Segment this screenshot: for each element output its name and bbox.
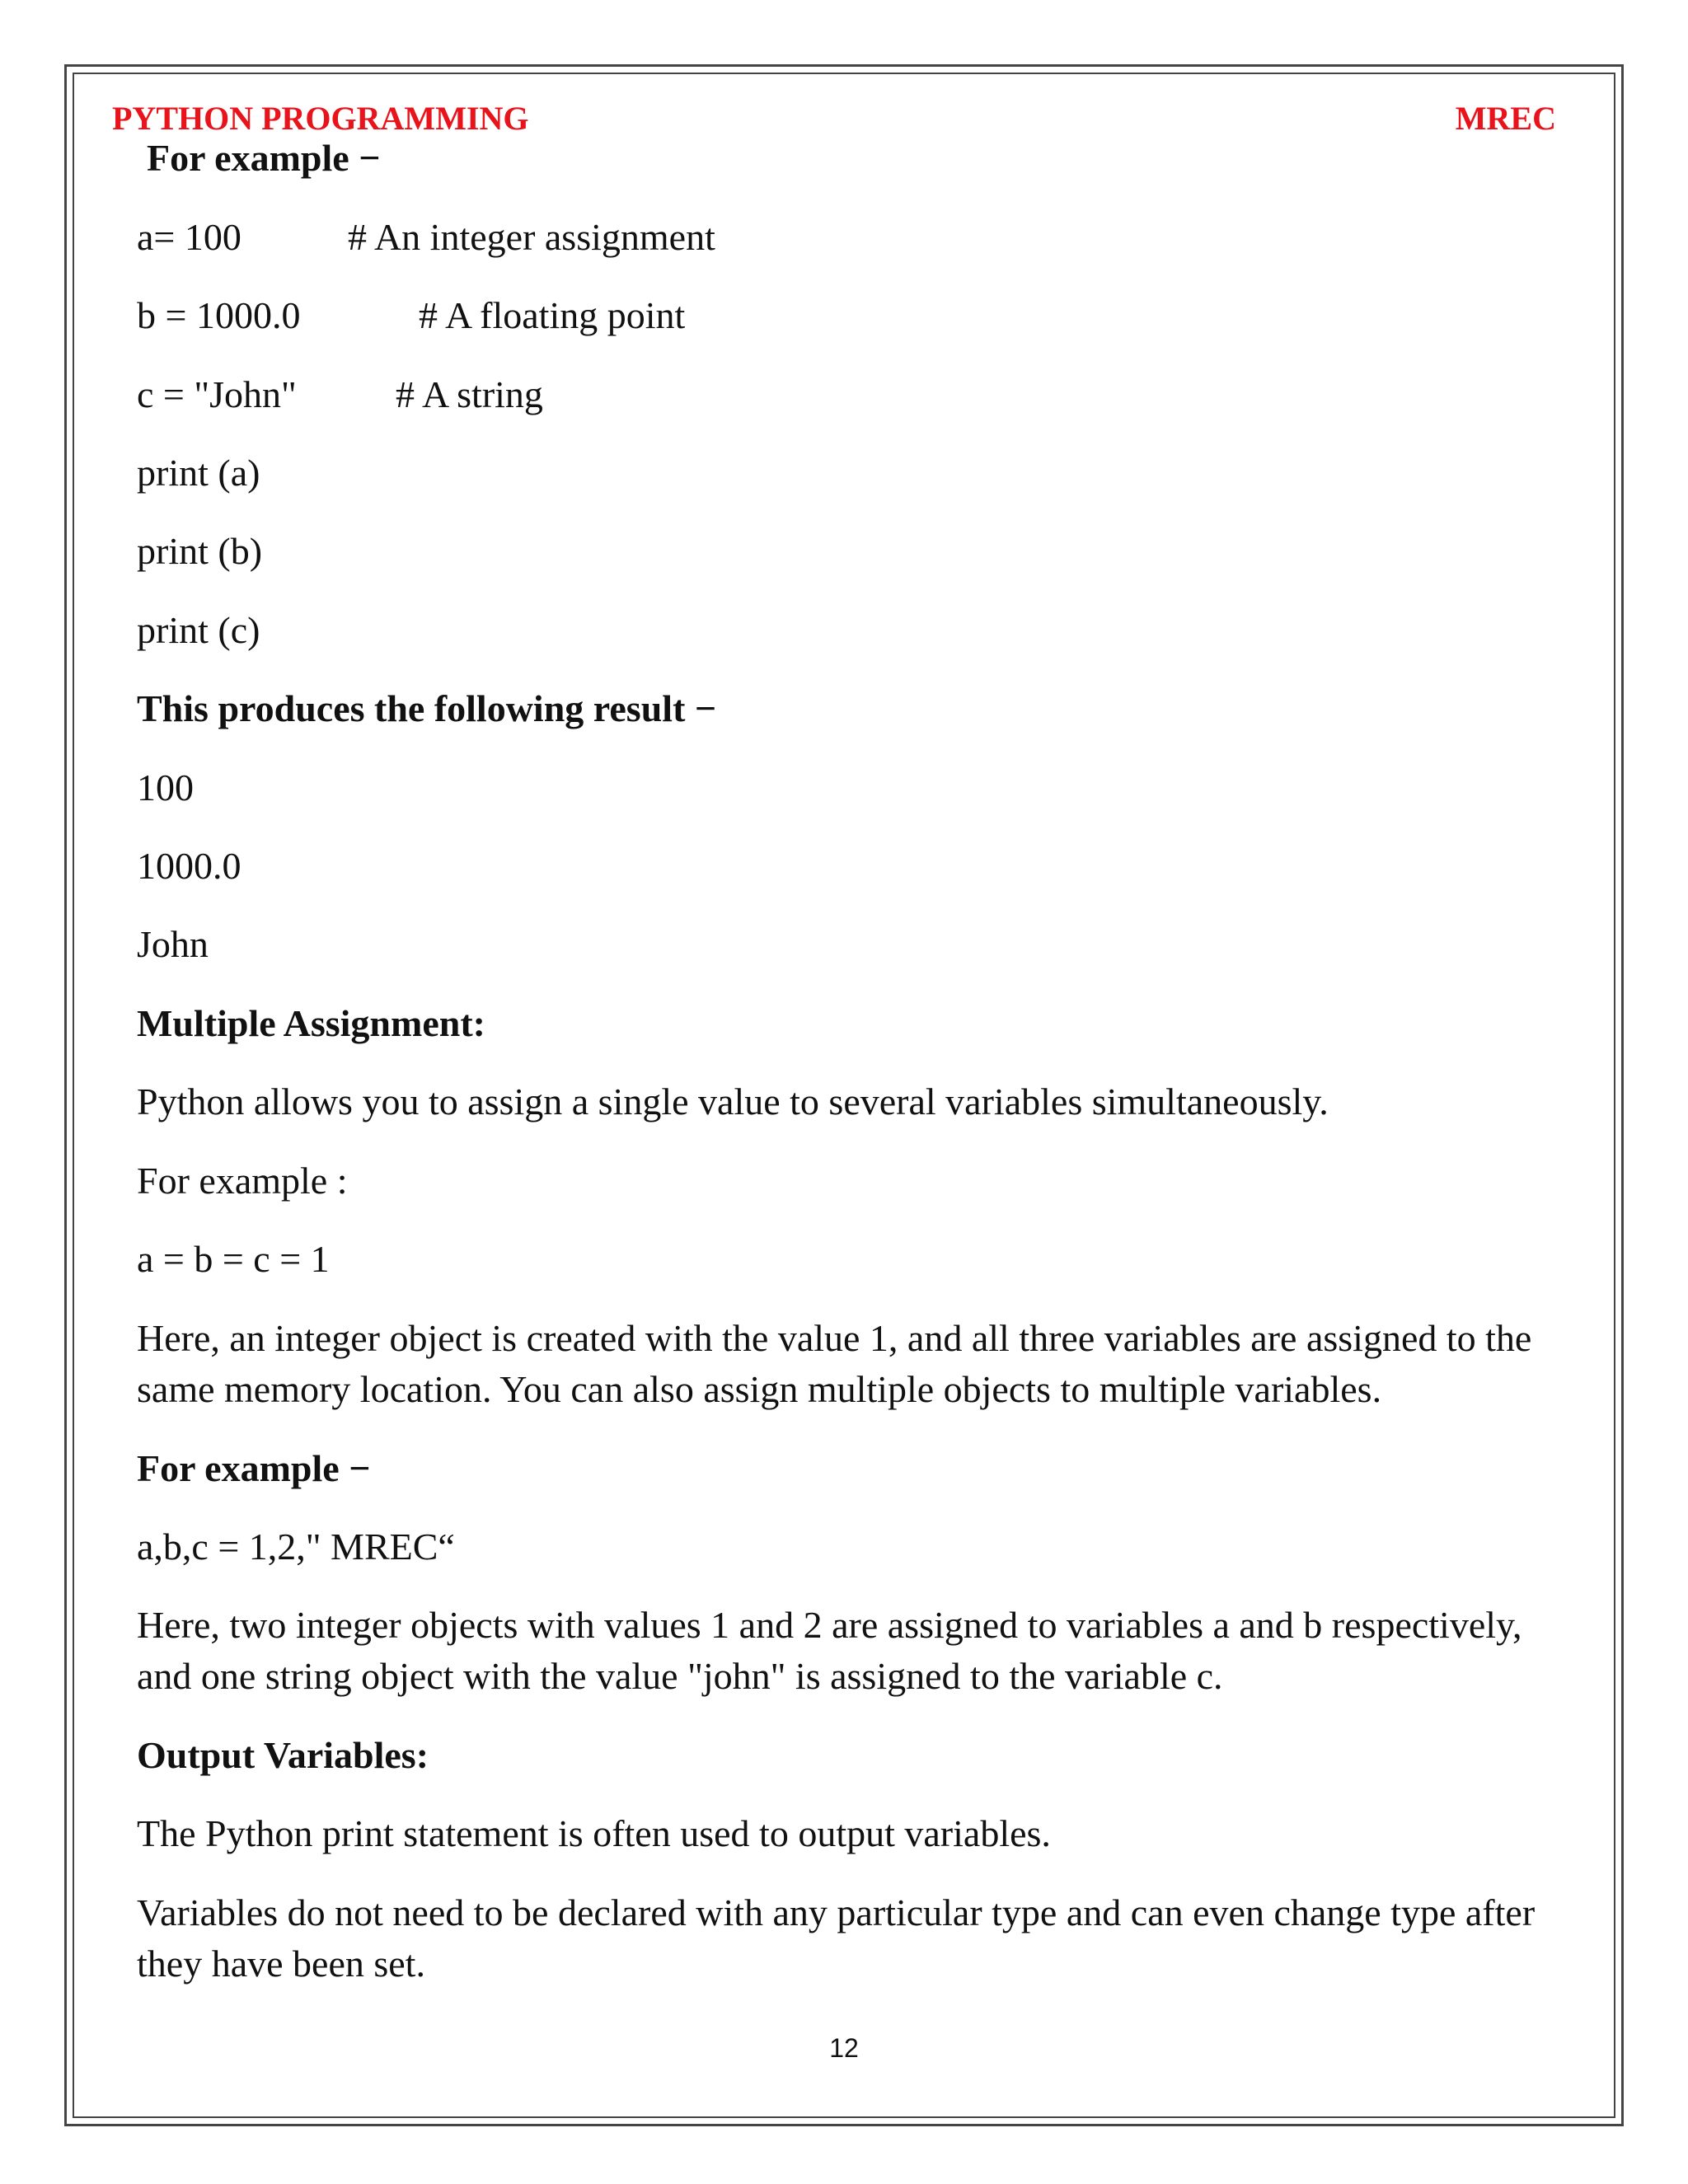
example-heading-1: For example − xyxy=(147,137,381,179)
result-line: John xyxy=(137,923,209,965)
code-example-3: a,b,c = 1,2," MREC“ xyxy=(137,1526,455,1568)
code-text: print (b) xyxy=(137,530,263,572)
code-text: c = "John" xyxy=(137,373,297,415)
code-line-6 xyxy=(137,607,260,654)
code-comment: # A string xyxy=(396,373,543,415)
code-comment: # An integer assignment xyxy=(348,216,715,258)
multiple-assignment-heading: Multiple Assignment: xyxy=(137,1002,485,1044)
page-number: 12 xyxy=(829,2033,859,2063)
code-text: a= 100 xyxy=(137,216,241,258)
header-course-title: PYTHON PROGRAMMING xyxy=(112,100,529,137)
code-line-3 xyxy=(137,372,543,418)
example-label-2: For example : xyxy=(137,1160,348,1202)
output-variables-heading: Output Variables: xyxy=(137,1734,429,1776)
explanation-paragraph-2: Here, two integer objects with values 1 and 2 are assigned to variables a and b respectively, and one string object with the value "john" is assigned to the variable c. xyxy=(137,1604,1522,1697)
code-line-4 xyxy=(137,450,260,496)
code-example-2: a = b = c = 1 xyxy=(137,1238,330,1280)
multiple-assignment-text: Python allows you to assign a single value to several variables simultaneously. xyxy=(137,1080,1329,1122)
code-comment: # A floating point xyxy=(419,294,686,336)
code-text: print (c) xyxy=(137,609,260,651)
variables-paragraph: Variables do not need to be declared with any particular type and can even change type after they have been set. xyxy=(137,1891,1536,1985)
code-line-2 xyxy=(137,293,686,339)
result-line: 1000.0 xyxy=(137,845,241,887)
output-variables-text: The Python print statement is often used to output variables. xyxy=(137,1812,1051,1854)
code-text: print (a) xyxy=(137,452,260,494)
explanation-paragraph-1: Here, an integer object is created with the value 1, and all three variables are assigned to the same memory location. You can also assign multiple objects to multiple variables. xyxy=(137,1317,1532,1410)
code-line-1 xyxy=(137,214,715,260)
example-heading-3: For example − xyxy=(137,1447,371,1489)
result-heading: This produces the following result − xyxy=(137,687,717,729)
result-line: 100 xyxy=(137,766,194,808)
code-line-5 xyxy=(137,528,262,574)
header-college-name: MREC xyxy=(1455,100,1556,137)
code-text: b = 1000.0 xyxy=(137,294,301,336)
